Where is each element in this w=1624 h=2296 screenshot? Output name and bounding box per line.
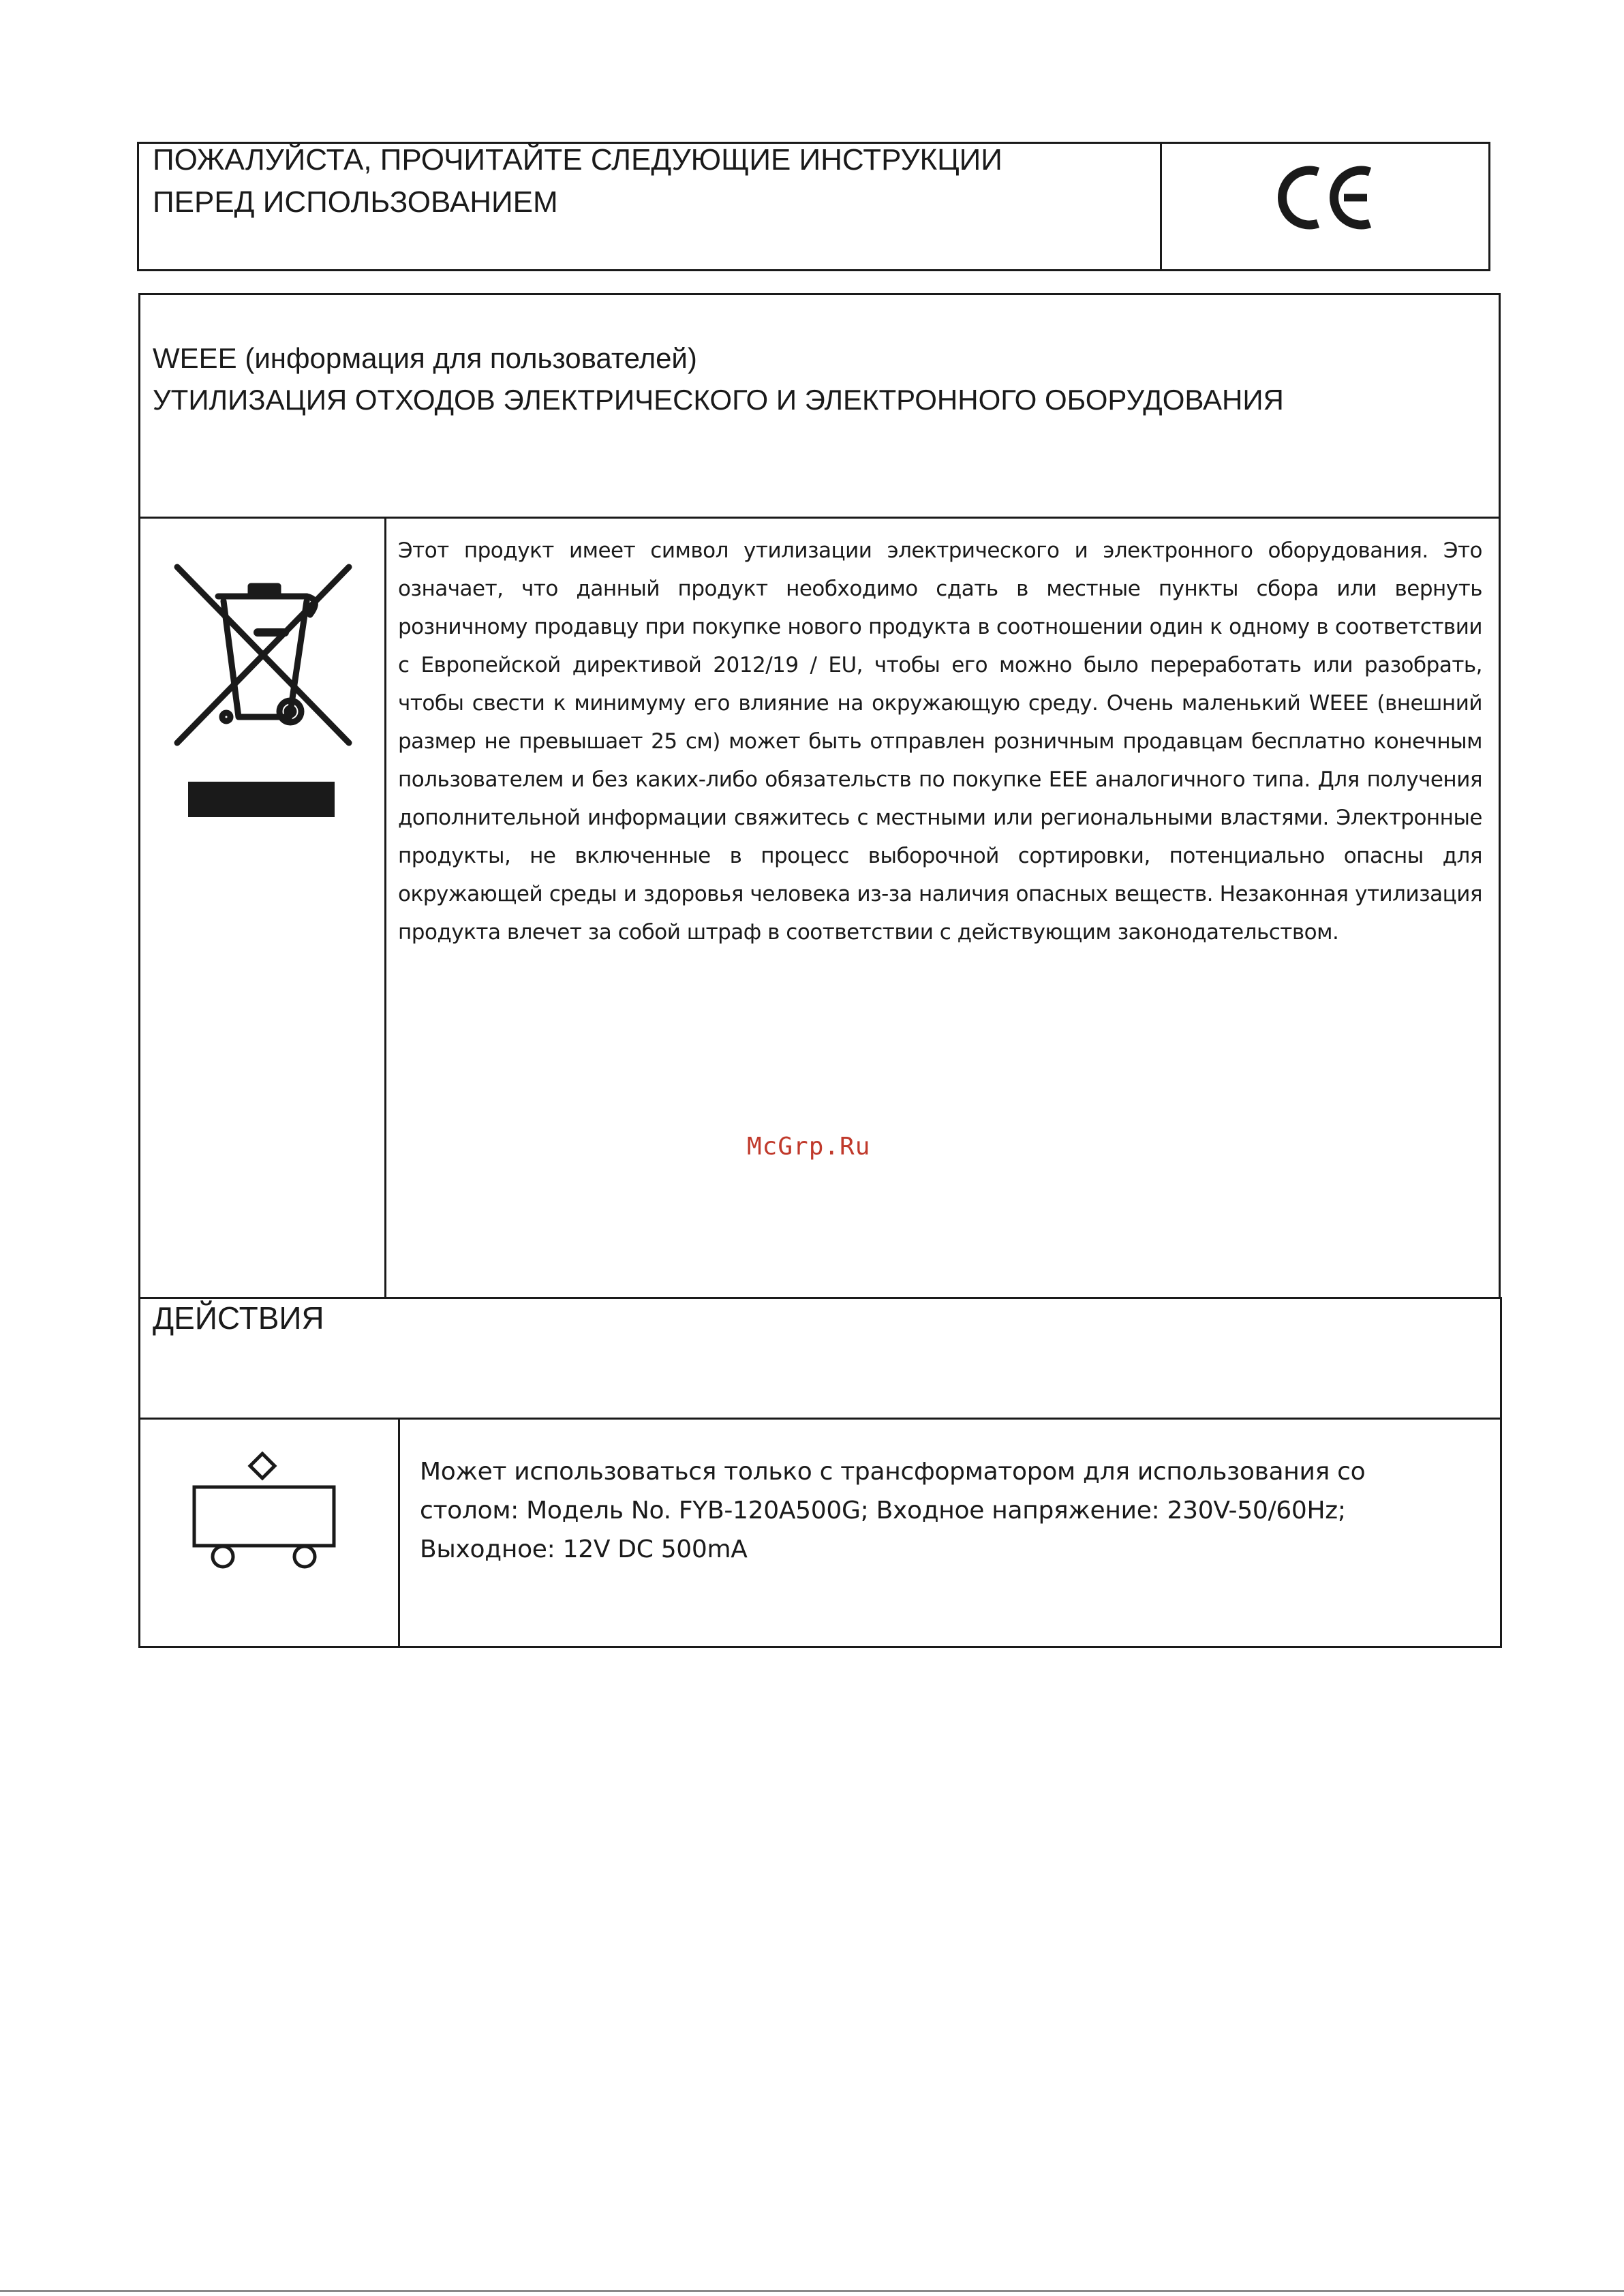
actions-title-divider (138, 1418, 1502, 1420)
weee-column-divider (384, 517, 386, 1299)
actions-line1: Может использоваться только с трансформатором для использования со (420, 1458, 1366, 1486)
actions-title: ДЕЙСТВИЯ (153, 1300, 324, 1336)
weee-title-line2: УТИЛИЗАЦИЯ ОТХОДОВ ЭЛЕКТРИЧЕСКОГО И ЭЛЕКТРОННОГО ОБОРУДОВАНИЯ (153, 384, 1284, 416)
weee-title-divider (138, 517, 1501, 519)
weee-title-line1: WEEE (информация для пользователей) (153, 342, 697, 374)
page-bottom-edge (0, 2290, 1624, 2292)
watermark: McGrp.Ru (747, 1133, 871, 1161)
transformer-symbol-icon (187, 1448, 344, 1571)
weee-description: Этот продукт имеет символ утилизации электрического и электронного оборудования. Это означает, что данный продукт необходимо сдать в местные пункты сбора или вернуть розничному продавцу при покупке нового продукта в соотношении один к одному в соответствии с Европейской директивой 2012/19 / EU, чтобы его можно было переработать или разобрать, чтобы свести к минимуму его влияние на окружающую среду. Очень маленький WEEE (внешний размер не превышает 25 см) может быть отправлен розничным продавцам бесплатно конечным пользователем и без каких-либо обязательств по покупке EEE аналогичного типа. Для получения дополнительной информации свяжитесь с местными или региональными властями. Электронные продукты, не включенные в процесс выборочной сортировки, потенциально опасны для окружающей среды и здоровья человека из-за наличия опасных веществ. Незаконная утилизация продукта влечет за собой штраф в соответствии с действующим законодательством. (398, 538, 1482, 945)
ce-mark-icon (1276, 164, 1378, 232)
header-title-line1: ПОЖАЛУЙСТА, ПРОЧИТАЙТЕ СЛЕДУЮЩИЕ ИНСТРУКЦИИ (153, 143, 1002, 177)
crossed-bin-icon (170, 559, 361, 825)
header-divider (1160, 142, 1162, 271)
actions-line2: столом: Модель No. FYB-120A500G; Входное напряжение: 230V-50/60Hz; (420, 1497, 1346, 1525)
actions-column-divider (398, 1418, 400, 1648)
actions-line3: Выходное: 12V DC 500mA (420, 1535, 748, 1563)
header-title-line2: ПЕРЕД ИСПОЛЬЗОВАНИЕМ (153, 185, 558, 219)
